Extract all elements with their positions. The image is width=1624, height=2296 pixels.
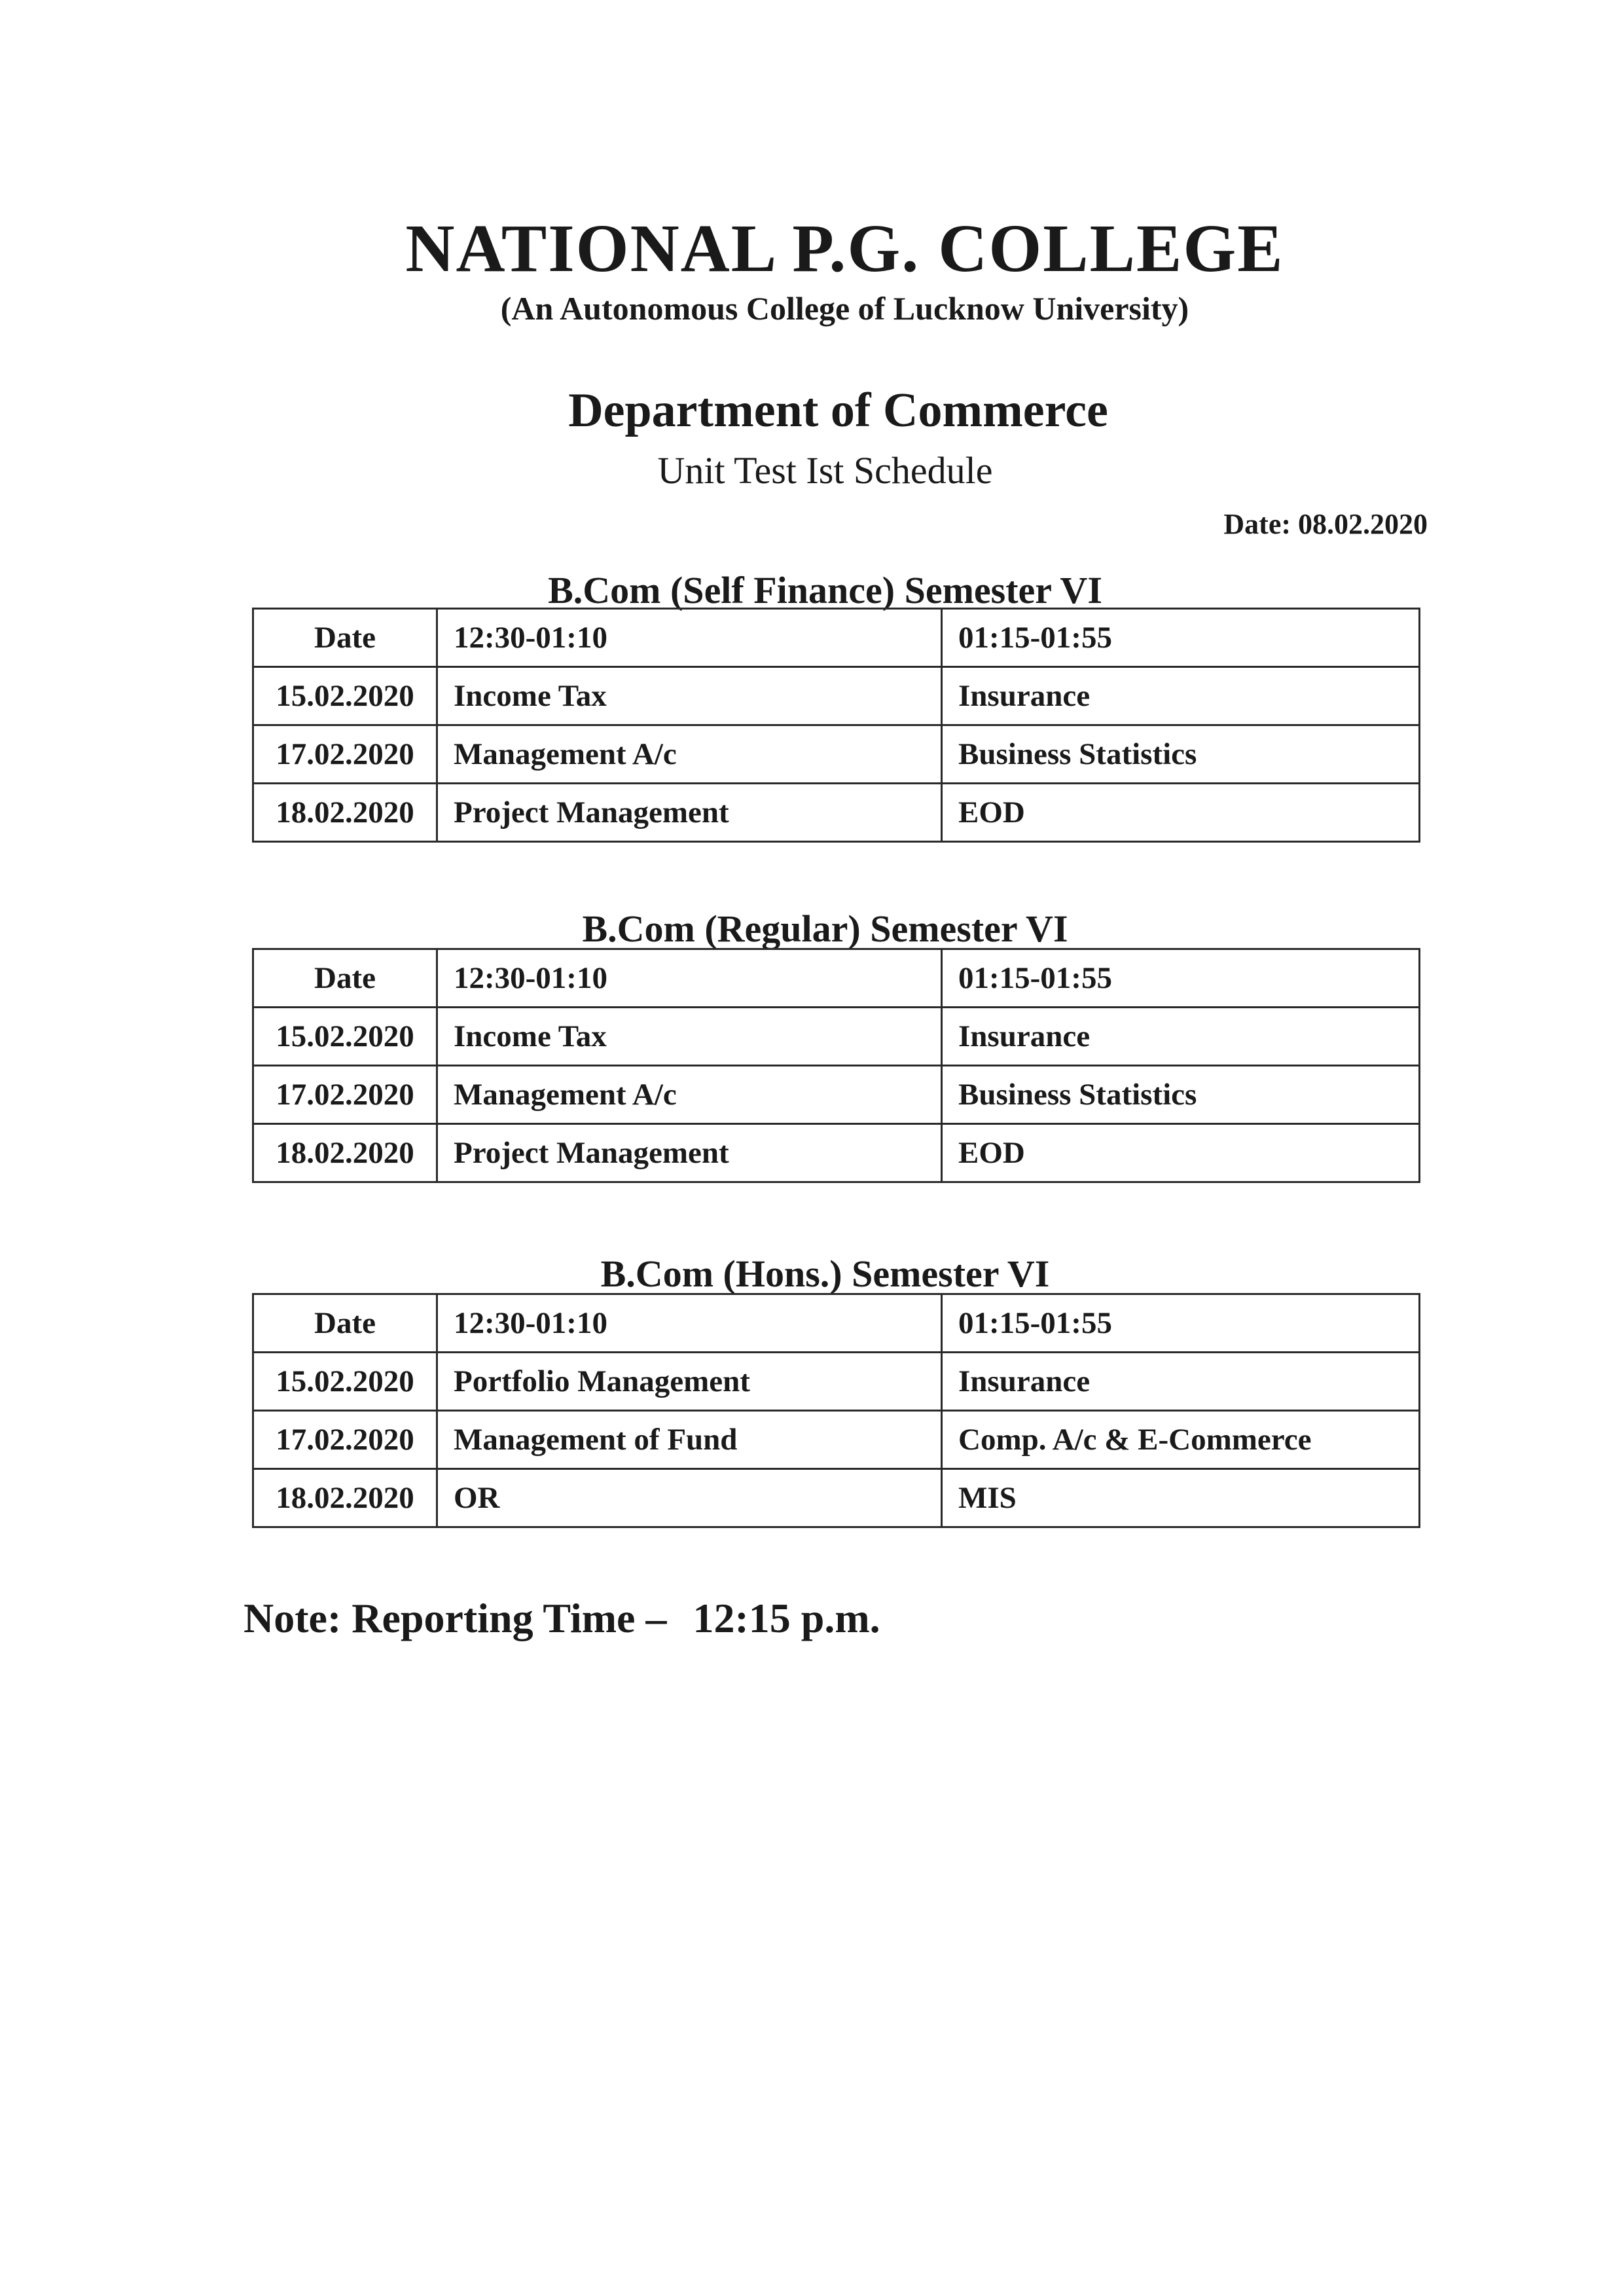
row-date: 18.02.2020 [253, 1469, 437, 1527]
row-date: 18.02.2020 [253, 1124, 437, 1182]
row-subject-slot-2: EOD [942, 784, 1420, 842]
issue-date: Date: 08.02.2020 [1223, 508, 1428, 540]
row-subject-slot-1: Project Management [437, 784, 942, 842]
row-subject-slot-1: Income Tax [437, 1008, 942, 1066]
table-row [253, 1469, 1420, 1527]
row-date: 15.02.2020 [253, 1353, 437, 1411]
column-header-date: Date [253, 949, 437, 1008]
row-subject-slot-2: Insurance [942, 667, 1420, 725]
row-subject-slot-1: Management of Fund [437, 1411, 942, 1469]
section-heading-regular: B.Com (Regular) Semester VI [582, 907, 1068, 950]
row-subject-slot-2: Insurance [942, 1353, 1420, 1411]
row-date: 15.02.2020 [253, 1008, 437, 1066]
row-subject-slot-1: Portfolio Management [437, 1353, 942, 1411]
college-name: NATIONAL P.G. COLLEGE [405, 211, 1284, 286]
column-header-date: Date [253, 609, 437, 667]
column-header-slot-2: 01:15-01:55 [942, 609, 1420, 667]
table-row [253, 1411, 1420, 1469]
reporting-time-note [244, 1594, 880, 1643]
schedule-table-self-finance [252, 608, 1420, 843]
table-row [253, 667, 1420, 725]
row-subject-slot-1: Project Management [437, 1124, 942, 1182]
row-subject-slot-1: OR [437, 1469, 942, 1527]
table-header-row [253, 1294, 1420, 1353]
table-header-row [253, 609, 1420, 667]
schedule-title: Unit Test Ist Schedule [657, 449, 993, 492]
table-row [253, 1353, 1420, 1411]
table-row [253, 725, 1420, 784]
table-row [253, 784, 1420, 842]
section-heading-self-finance: B.Com (Self Finance) Semester VI [548, 569, 1102, 611]
column-header-slot-2: 01:15-01:55 [942, 949, 1420, 1008]
row-subject-slot-2: Business Statistics [942, 1066, 1420, 1124]
row-subject-slot-2: Business Statistics [942, 725, 1420, 784]
department-title: Department of Commerce [568, 384, 1108, 437]
column-header-slot-1: 12:30-01:10 [437, 1294, 942, 1353]
schedule-table-regular [252, 948, 1420, 1183]
table-header-row [253, 949, 1420, 1008]
note-time: 12:15 p.m. [693, 1595, 880, 1641]
row-subject-slot-2: EOD [942, 1124, 1420, 1182]
row-subject-slot-1: Management A/c [437, 725, 942, 784]
row-date: 18.02.2020 [253, 784, 437, 842]
row-subject-slot-2: Insurance [942, 1008, 1420, 1066]
table-row [253, 1124, 1420, 1182]
row-subject-slot-1: Income Tax [437, 667, 942, 725]
row-date: 17.02.2020 [253, 1066, 437, 1124]
row-subject-slot-1: Management A/c [437, 1066, 942, 1124]
row-date: 15.02.2020 [253, 667, 437, 725]
table-row [253, 1008, 1420, 1066]
table-row [253, 1066, 1420, 1124]
row-subject-slot-2: Comp. A/c & E-Commerce [942, 1411, 1420, 1469]
column-header-date: Date [253, 1294, 437, 1353]
note-label: Note: Reporting Time – [244, 1595, 667, 1641]
row-date: 17.02.2020 [253, 725, 437, 784]
section-heading-hons: B.Com (Hons.) Semester VI [600, 1252, 1050, 1295]
row-subject-slot-2: MIS [942, 1469, 1420, 1527]
column-header-slot-1: 12:30-01:10 [437, 949, 942, 1008]
row-date: 17.02.2020 [253, 1411, 437, 1469]
schedule-table-hons [252, 1293, 1420, 1528]
column-header-slot-1: 12:30-01:10 [437, 609, 942, 667]
college-affiliation: (An Autonomous College of Lucknow University) [500, 290, 1189, 327]
column-header-slot-2: 01:15-01:55 [942, 1294, 1420, 1353]
